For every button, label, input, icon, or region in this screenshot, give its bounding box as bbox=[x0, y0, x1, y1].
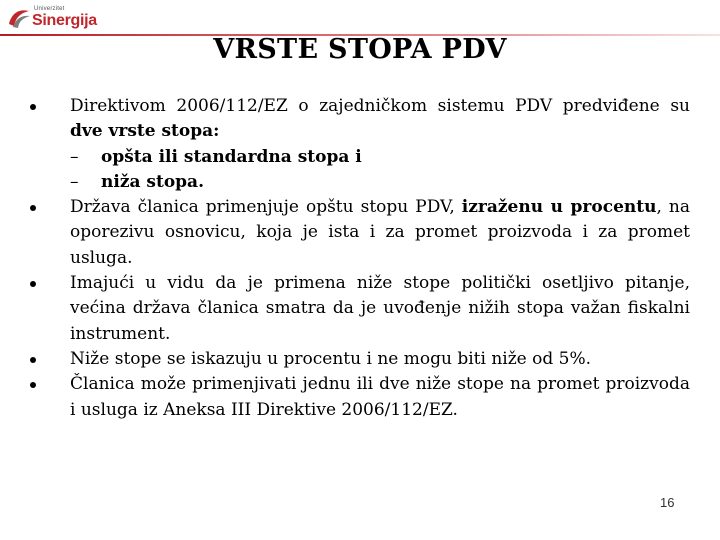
bullet-text: Imajući u vidu da je primena niže stope politički osetljivo pitanje, većina država članica smatra da je uvođenje nižih stopa važan fiskalni instrument. bbox=[70, 273, 690, 344]
sub-item-text: niža stopa. bbox=[101, 171, 204, 192]
slide-title: VRSTE STOPA PDV bbox=[213, 34, 507, 65]
dash-marker: – bbox=[70, 146, 79, 167]
bullet-text: Niže stope se iskazuju u procentu i ne mogu biti niže od 5%. bbox=[70, 348, 592, 369]
bullet-dot-icon bbox=[30, 281, 36, 287]
page-number: 16 bbox=[660, 495, 675, 510]
bullet-dot-icon bbox=[30, 205, 36, 211]
sinergija-emblem-icon bbox=[6, 6, 32, 30]
bullet-text: Direktivom 2006/112/EZ o zajedničkom sistemu PDV predviđene su bbox=[70, 96, 690, 116]
dash-marker: – bbox=[70, 171, 79, 192]
sub-item bbox=[70, 170, 690, 195]
bullet-item bbox=[26, 347, 690, 372]
bullet-item bbox=[26, 94, 690, 195]
bullet-emphasis: dve vrste stopa: bbox=[70, 121, 220, 142]
bullet-text: Država članica primenjuje opštu stopu PDV, bbox=[70, 197, 462, 218]
bullet-text: Članica može primenjivati jednu ili dve niže stope na promet proizvoda i usluga iz Aneksa III Direktive 2006/112/EZ. bbox=[70, 374, 690, 420]
logo-subtitle: Univerzitet bbox=[34, 6, 65, 12]
university-logo bbox=[6, 4, 97, 32]
sub-list bbox=[70, 145, 690, 196]
bullet-dot-icon bbox=[30, 382, 36, 388]
bullet-dot-icon bbox=[30, 104, 36, 110]
bullet-dot-icon bbox=[30, 357, 36, 363]
slide-body bbox=[26, 94, 690, 423]
bullet-item bbox=[26, 372, 690, 423]
sub-item-text: opšta ili standardna stopa i bbox=[101, 146, 362, 167]
bullet-list bbox=[26, 94, 690, 423]
bullet-emphasis: izraženu u procentu bbox=[461, 197, 657, 218]
bullet-item bbox=[26, 271, 690, 347]
bullet-item bbox=[26, 195, 690, 271]
bullet-text-tail: , na oporezivu osnovicu, koja je ista i za promet proizvoda i za promet usluga. bbox=[70, 197, 690, 268]
sub-item bbox=[70, 145, 690, 170]
logo-brand-name: Sinergija bbox=[32, 12, 97, 29]
